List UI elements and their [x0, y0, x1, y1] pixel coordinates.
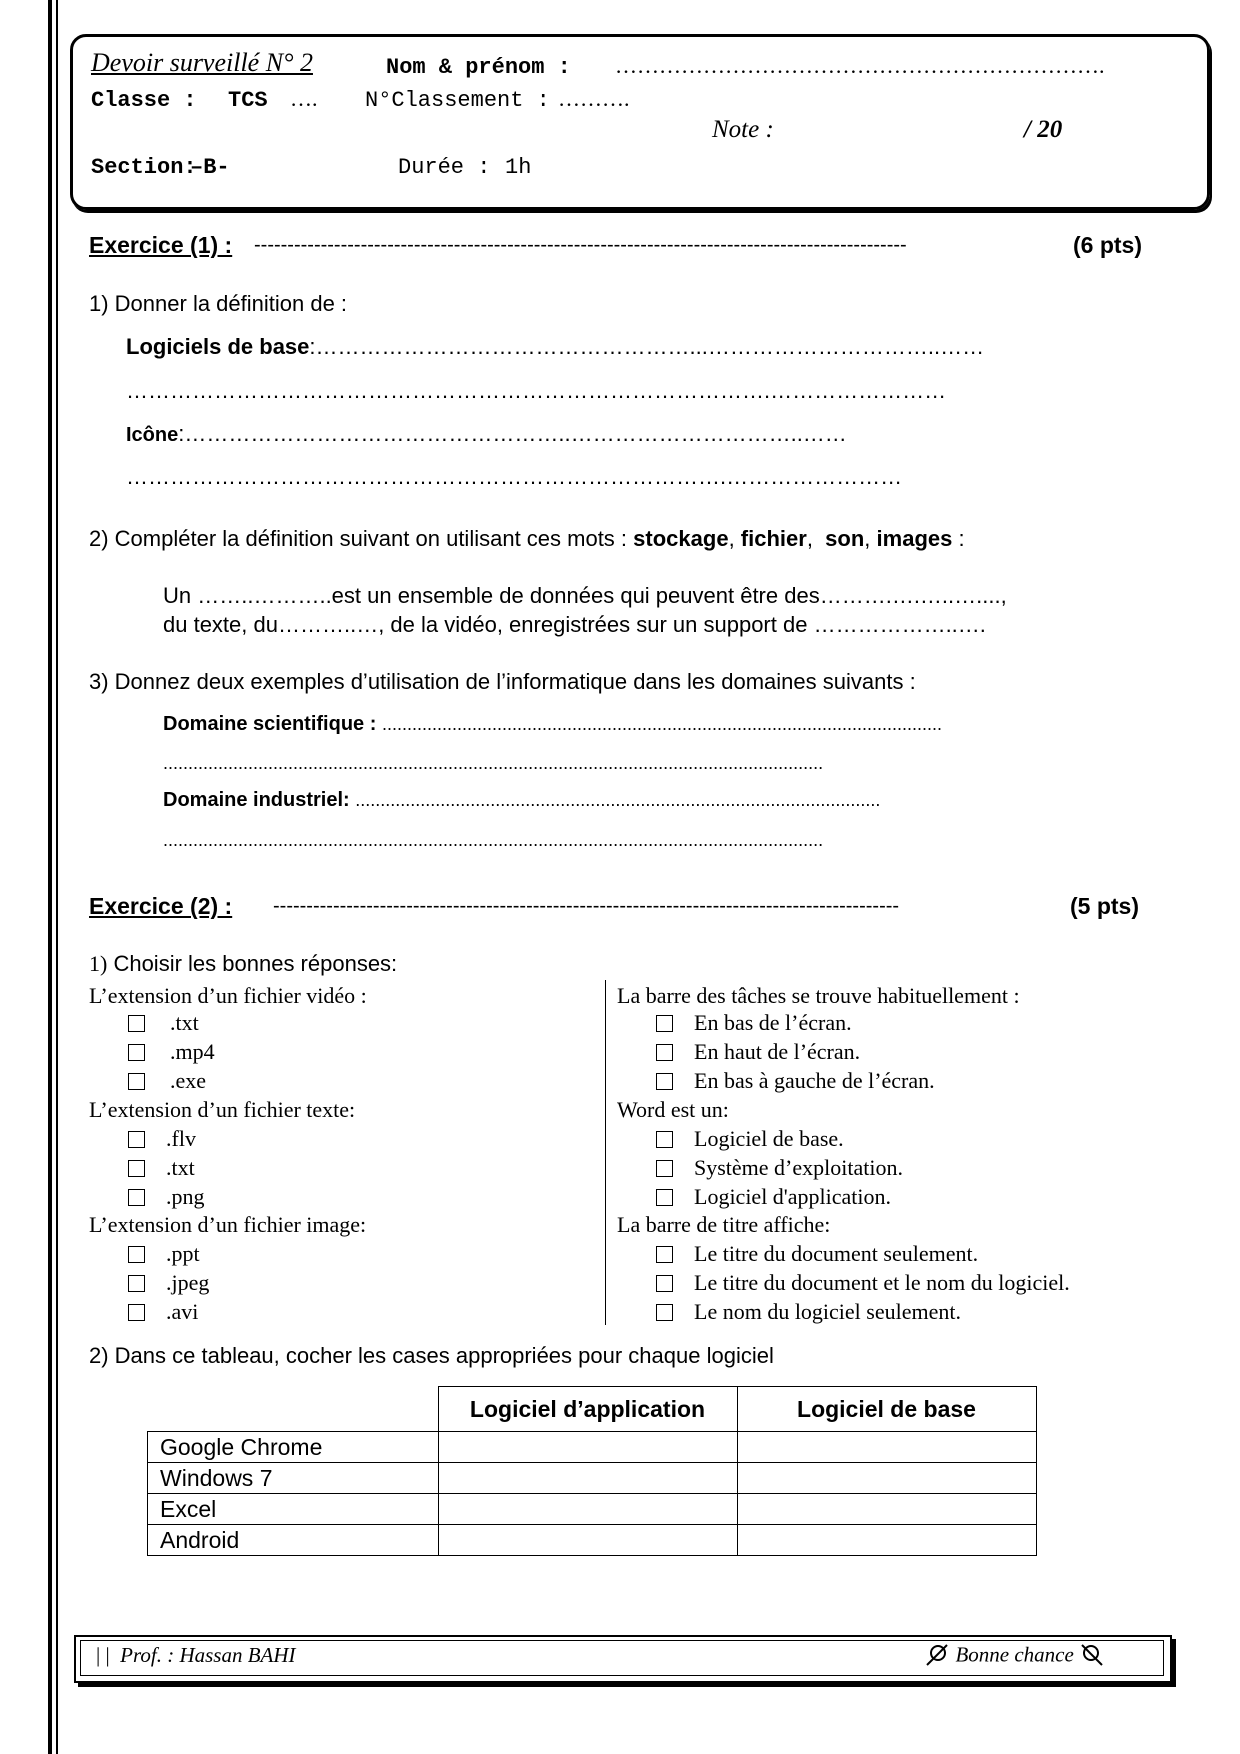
check-cell-base[interactable] — [737, 1432, 1036, 1463]
ex1-q3: 3) Donnez deux exemples d’utilisation de l’informatique dans les domaines suivants : — [89, 669, 916, 694]
checkbox[interactable] — [128, 1160, 145, 1177]
checkbox[interactable] — [128, 1304, 145, 1321]
ex2-q1-text: Choisir les bonnes réponses: — [113, 951, 398, 976]
software-name: Google Chrome — [148, 1432, 439, 1463]
teacher-name: Prof. : Hassan BAHI — [120, 1643, 296, 1667]
exam-title: Devoir surveillé N° 2 — [91, 48, 313, 77]
checkbox[interactable] — [656, 1131, 673, 1148]
software-name: Excel — [148, 1494, 439, 1525]
margin-bar — [48, 0, 52, 1754]
check-cell-application[interactable] — [438, 1432, 737, 1463]
mcq-question: L’extension d’un fichier image: — [89, 1212, 367, 1237]
software-name: Android — [148, 1525, 439, 1556]
table-header-application: Logiciel d’application — [438, 1387, 737, 1432]
checkbox[interactable] — [656, 1044, 673, 1061]
margin-bar-thin — [56, 0, 58, 1754]
pen-icon — [923, 1641, 951, 1669]
domain-industrial-label: Domaine industriel: — [163, 789, 350, 811]
checkbox[interactable] — [656, 1160, 673, 1177]
duration-label: Durée : — [398, 155, 491, 180]
exercise1-title: Exercice (1) : — [89, 232, 233, 258]
check-cell-application[interactable] — [438, 1463, 737, 1494]
term-icone: Icône — [126, 424, 179, 446]
exercise2-title: Exercice (2) : — [89, 893, 233, 919]
software-table — [147, 1386, 1037, 1556]
ranking-field[interactable]: ………. — [558, 86, 630, 111]
grade-label: Note : — [712, 116, 774, 143]
ex1-q1: 1) Donner la définition de : — [89, 291, 348, 316]
domain-scientific-answer-line2[interactable]: .................................................................................................................................... — [163, 753, 824, 773]
table-row — [148, 1463, 1037, 1494]
mcq-question: La barre des tâches se trouve habituellement : — [617, 983, 1020, 1008]
term2-answer-line2[interactable]: ……………………………………………………………………….…………………… — [126, 464, 903, 489]
class-label: Classe : — [91, 88, 197, 113]
checkbox[interactable] — [128, 1131, 145, 1148]
checkbox[interactable] — [656, 1275, 673, 1292]
checkbox[interactable] — [128, 1044, 145, 1061]
fill-paragraph-line2[interactable]: du texte, du………..…, de la vidéo, enregistrées sur un support de ………………..…. — [163, 612, 986, 637]
ex1-term1-line — [126, 334, 984, 360]
checkbox[interactable] — [656, 1189, 673, 1206]
exercise1-dashes: -------------------------------------------------------------------------------------------------- — [254, 234, 907, 256]
ex2-q2: 2) Dans ce tableau, cocher les cases appropriées pour chaque logiciel — [89, 1343, 774, 1368]
ex2-q1-number: 1) — [89, 951, 108, 976]
domain-industrial-line — [163, 789, 880, 812]
check-cell-application[interactable] — [438, 1525, 737, 1556]
check-cell-base[interactable] — [737, 1525, 1036, 1556]
word-son: son — [825, 526, 865, 551]
class-value: TCS — [228, 88, 268, 113]
term2-answer[interactable]: :……………………………………………..…………………………..…… — [178, 421, 847, 446]
column-separator — [605, 980, 606, 1325]
software-name: Windows 7 — [148, 1463, 439, 1494]
checkbox[interactable] — [656, 1073, 673, 1090]
checkbox[interactable] — [656, 1015, 673, 1032]
footer-prefix: | | — [96, 1643, 110, 1667]
q2-instruction: 2) Compléter la définition suivant on utilisant ces mots : — [89, 526, 628, 551]
pen-icon-mirrored — [1078, 1641, 1106, 1669]
checkbox[interactable] — [656, 1304, 673, 1321]
checkbox[interactable] — [128, 1073, 145, 1090]
checkbox[interactable] — [128, 1189, 145, 1206]
ranking-label: N°Classement : — [365, 88, 550, 113]
domain-industrial-answer[interactable]: ......................................................................................................... — [355, 790, 881, 810]
footer-teacher — [96, 1643, 296, 1668]
mcq-question: L’extension d’un fichier vidéo : — [89, 983, 367, 1008]
section-label: Section: — [91, 155, 197, 180]
footer-good-luck — [923, 1641, 1106, 1669]
domain-scientific-line — [163, 713, 942, 736]
name-label: Nom & prénom : — [386, 55, 571, 80]
word-fichier: fichier — [740, 526, 807, 551]
checkbox[interactable] — [128, 1015, 145, 1032]
exercise1-points: (6 pts) — [1073, 232, 1142, 258]
table-row — [148, 1494, 1037, 1525]
table-row — [148, 1525, 1037, 1556]
ex1-term2-line — [126, 421, 847, 447]
grade-total: / 20 — [1024, 116, 1063, 143]
term-logiciels-de-base: Logiciels de base — [126, 334, 310, 359]
q2-colon: : — [958, 526, 965, 551]
mcq-question: L’extension d’un fichier texte: — [89, 1097, 356, 1122]
checkbox[interactable] — [128, 1275, 145, 1292]
section-value: –B- — [190, 155, 230, 180]
exercise2-points: (5 pts) — [1070, 893, 1139, 919]
exercise2-dashes: ---------------------------------------------------------------------------------------------- — [273, 895, 900, 917]
mcq-question: Word est un: — [617, 1097, 729, 1122]
check-cell-base[interactable] — [737, 1463, 1036, 1494]
name-field[interactable]: …………………………………………………………. — [615, 53, 1105, 78]
word-images: images — [876, 526, 953, 551]
table-corner — [148, 1387, 439, 1432]
checkbox[interactable] — [128, 1246, 145, 1263]
domain-scientific-answer[interactable]: ................................................................................................................ — [381, 714, 943, 734]
table-row — [148, 1432, 1037, 1463]
check-cell-application[interactable] — [438, 1494, 737, 1525]
domain-industrial-answer-line2[interactable]: .................................................................................................................................... — [163, 830, 824, 850]
fill-paragraph-line1[interactable]: Un ……..………..est un ensemble de données qui peuvent être des……….….…..…...., — [163, 583, 1007, 608]
check-cell-base[interactable] — [737, 1494, 1036, 1525]
good-luck-text: Bonne chance — [955, 1642, 1074, 1667]
ex1-q2: 2) Compléter la définition suivant on utilisant ces mots : stockage, fichier, son, images : — [89, 526, 965, 551]
term1-answer[interactable]: :……………………………………………...…………………………..…… — [309, 334, 985, 359]
checkbox[interactable] — [656, 1246, 673, 1263]
word-stockage: stockage — [633, 526, 729, 551]
term1-answer-line2[interactable]: …………………………………………………………………………….…………………… — [126, 378, 947, 403]
table-header-base: Logiciel de base — [737, 1387, 1036, 1432]
ex2-q1 — [89, 951, 397, 977]
mcq-question: La barre de titre affiche: — [617, 1212, 831, 1237]
class-dots: …. — [290, 86, 318, 111]
domain-scientific-label: Domaine scientifique : — [163, 713, 377, 735]
duration-value: 1h — [505, 155, 532, 180]
